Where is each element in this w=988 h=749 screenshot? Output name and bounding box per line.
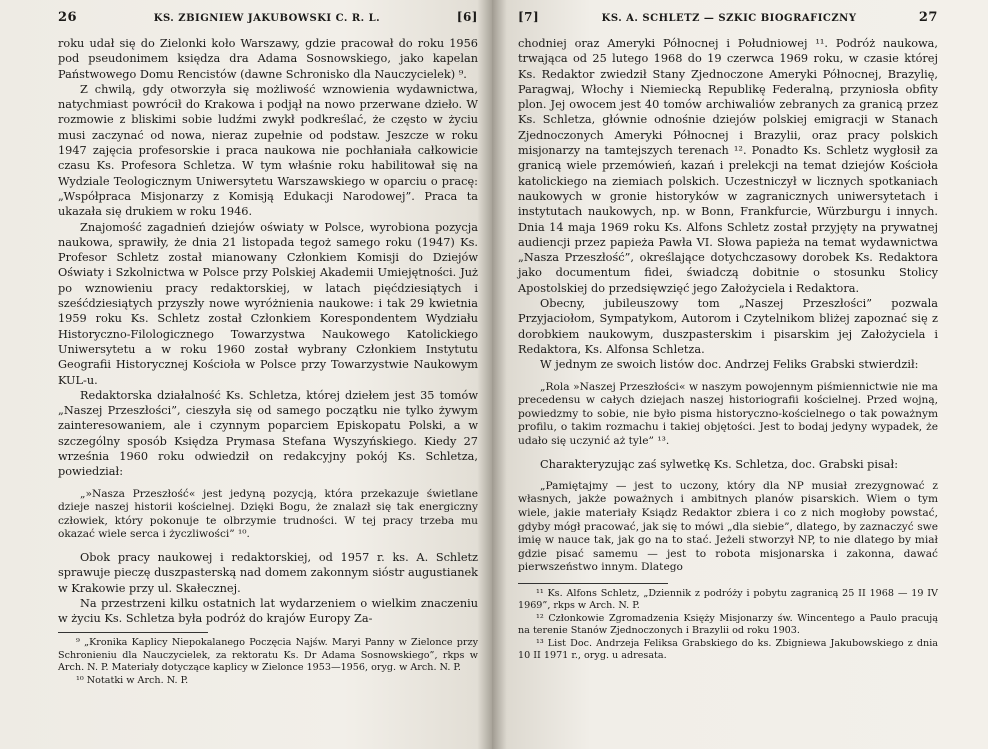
right-page [492, 0, 988, 749]
left-page-body [58, 36, 478, 626]
footnotes [518, 588, 938, 662]
paragraph: Obecny, jubileuszowy tom „Naszej Przeszłości” pozwala Przyjaciołom, Sympatykom, Autorom i Czytelnikom bliżej zapoznać się z dorobkiem naukowym, duszpasterskim i pisarskim jej Założyciela i Redaktora, Ks. Alfonsa Schletza. [518, 297, 938, 356]
left-page [0, 0, 492, 749]
quote-text: „Rola »Naszej Przeszłości« w naszym powojennym piśmiennictwie nie ma precedensu w całych dziejach naszej historiografii kościelnej. Przed wojną, powiedzmy to sobie, nie było pisma historyczno-kościelnego o tak poważnym profilu, o takim rozmachu i takiej objętości. Jest to bodaj jedyny wypadek, że udało się uczynić aż tyle” ¹³. [518, 380, 938, 447]
quote-text: „Pamiętajmy — jest to uczony, który dla NP musiał zrezygnować z własnych, jakże poważnych i ambitnych planów pisarskich. Wiem o tym wiele, jakie materiały Ksiądz Redaktor zbiera i co z nich mogłoby powstać, gdyby mógł pracować, jak się to mówi „dla siebie”, dlatego, by zaznaczyć swe imię w nauce tak, jak go na to stać. Jeżeli stworzył NP, to nie dlatego by miał gdzie pisać samemu — jest to robota misjonarska i zakonna, dawać pierwszeństwo innym. Dlatego [518, 479, 938, 574]
paragraph: Na przestrzeni kilku ostatnich lat wydarzeniem o wielkim znaczeniu w życiu Ks. Schletza była podróż do krajów Europy Za- [58, 596, 478, 626]
paragraph: chodniej oraz Ameryki Północnej i Południowej ¹¹. Podróż naukowa, trwająca od 25 lutego 1968 do 19 czerwca 1969 roku, w czasie której Ks. Redaktor zwiedził Stany Zjednoczone Ameryki Północnej, Brazylię, Paragwaj, Włochy i Niemiecką Republikę Federalną, przyniosła obfity plon. Jej owocem jest 40 tomów archiwaliów zebranych za granicą przez Ks. Schletza, głównie odnośnie dziejów polskiej emigracji w Stanach Zjednoczonych Ameryki Północnej i Brazylii, oraz pracy polskich misjonarzy na tamtejszych terenach ¹². Ponadto Ks. Schletz wygłosił za granicą wiele przemówień, kazań i prelekcji na temat dziejów Kościoła katolickiego na ziemiach polskich. Uczestniczył w licznych spotkaniach naukowych w gronie historyków w zagranicznych uniwersytetach i instytutach naukowych, np. w Bonn, Frankfurcie, Würzburgu i innych. Dnia 14 maja 1969 roku Ks. Alfons Schletz został przyjęty na prywatnej audiencji przez papieża Pawła VI. Słowa papieża na temat wydawnictwa „Nasza Przeszłość”, określające dotychczasowy dorobek Ks. Redaktora jako documentum fidei, świadczą dobitnie o stosunku Stolicy Apostolskiej do przedsięwzięć jego Założyciela i Redaktora. [518, 37, 938, 295]
running-head: KS. A. SCHLETZ — SZKIC BIOGRAFICZNY [601, 13, 857, 24]
paragraph: W jednym ze swoich listów doc. Andrzej Feliks Grabski stwierdził: [540, 358, 919, 372]
paragraph: Redaktorska działalność Ks. Schletza, której dziełem jest 35 tomów „Naszej Przeszłości”, cieszyła się od samego początku nie tylko żywym zainteresowaniem, ale i czynnym poparciem Episkopatu Polski, a w szczególny sposób Księdza Prymasa Stefana Wyszyńskiego. Kiedy 27 września 1960 roku odwiedził on redakcyjny pokój Ks. Schletza, powiedział: [58, 388, 478, 479]
page-number: 27 [918, 10, 938, 25]
footnotes [58, 637, 478, 687]
footnote-divider [58, 632, 208, 633]
right-page-header [518, 10, 938, 36]
block-quote [58, 488, 478, 542]
block-quote [518, 480, 938, 575]
footnote: ⁹ „Kronika Kaplicy Niepokalanego Poczęcia Najśw. Maryi Panny w Zielonce przy Schronieniu dla Nauczycielek, za rektoratu Ks. Dr Adama Sosnowskiego”, rkps w Arch. N. P. Materiały dotyczące kaplicy w Zielonce 1953—1956, oryg. w Arch. N. P. [58, 637, 478, 674]
footnote: ¹¹ Ks. Alfons Schletz, „Dziennik z podróży i pobytu zagranicą 25 II 1968 — 19 IV 1969”, rkps w Arch. N. P. [518, 587, 938, 612]
section-marker: [7] [518, 10, 540, 24]
footnote: ¹² Członkowie Zgromadzenia Księży Misjonarzy św. Wincentego a Paulo pracują na terenie Stanów Zjednoczonych i Brazylii od roku 1903. [518, 612, 938, 637]
paragraph: Charakteryzując zaś sylwetkę Ks. Schletza, doc. Grabski pisał: [540, 457, 899, 471]
right-page-body [518, 36, 938, 575]
footnote: ¹⁰ Notatki w Arch. N. P. [76, 674, 189, 686]
paragraph: roku udał się do Zielonki koło Warszawy, gdzie pracował do roku 1956 pod pseudonimem księdza dra Adama Sosnowskiego, jako kapelan Państwowego Domu Rencistów (dawne Schronisko dla Nauczycielek) ⁹. [58, 37, 478, 81]
left-page-header [58, 10, 478, 36]
footnote: ¹³ List Doc. Andrzeja Feliksa Grabskiego do ks. Zbigniewa Jakubowskiego z dnia 10 II 1971 r., oryg. u adresata. [518, 637, 938, 661]
section-marker: [6] [456, 10, 478, 24]
footnote-divider [518, 583, 668, 584]
paragraph: Obok pracy naukowej i redaktorskiej, od 1957 r. ks. A. Schletz sprawuje pieczę duszpasterską nad domem zakonnym sióstr augustianek w Krakowie przy ul. Skałecznej. [58, 550, 478, 595]
paragraph: Znajomość zagadnień dziejów oświaty w Polsce, wyrobiona pozycja naukowa, sprawiły, że dnia 21 listopada tegoż samego roku (1947) Ks. Profesor Schletz został mianowany Członkiem Komisji do Dziejów Oświaty i Szkolnictwa w Polsce przy Polskiej Akademii Umiejętności. Już po wznowieniu pracy redaktorskiej, w latach pięćdziesiątych i sześćdziesiątych przyszły nowe wyróżnienia naukowe: i tak 29 kwietnia 1959 roku Ks. Schletz został Członkiem Korespondentem Wydziału Historyczno-Filologicznego Towarzystwa Naukowego Katolickiego Uniwersytetu a w roku 1960 został wybrany Członkiem Instytutu Geografii Historycznej Kościoła w Polsce przy Towarzystwie Naukowym KUL-u. [58, 220, 478, 387]
running-head: KS. ZBIGNIEW JAKUBOWSKI C. R. L. [153, 13, 381, 24]
page-number: 26 [58, 10, 78, 25]
quote-text: „»Nasza Przeszłość« jest jedyną pozycją, która przekazuje świetlane dzieje naszej historii kościelnej. Dzięki Bogu, że znalazł się tak energiczny człowiek, który pokonuje te olbrzymie trudności. W tej pracy trzeba mu okazać wiele serca i życzliwości” ¹⁰. [58, 487, 478, 541]
block-quote [518, 381, 938, 449]
paragraph: Z chwilą, gdy otworzyła się możliwość wznowienia wydawnictwa, natychmiast powrócił do Krakowa i podjął na nowo przerwane dzieło. W rozmowie z bliskimi sobie ludźmi zwykł podkreślać, że często w życiu musi zaczynać od nowa, nieraz zupełnie od podstaw. Jeszcze w roku 1947 zajęcia profesorskie i praca naukowa nie pochłaniała całkowicie czasu Ks. Profesora Schletza. W tym właśnie roku habilitował się na Wydziale Teologicznym Uniwersytetu Warszawskiego w oparciu o pracę: „Współpraca Misjonarzy z Komisją Edukacji Narodowej”. Praca ta ukazała się drukiem w roku 1946. [58, 82, 478, 219]
